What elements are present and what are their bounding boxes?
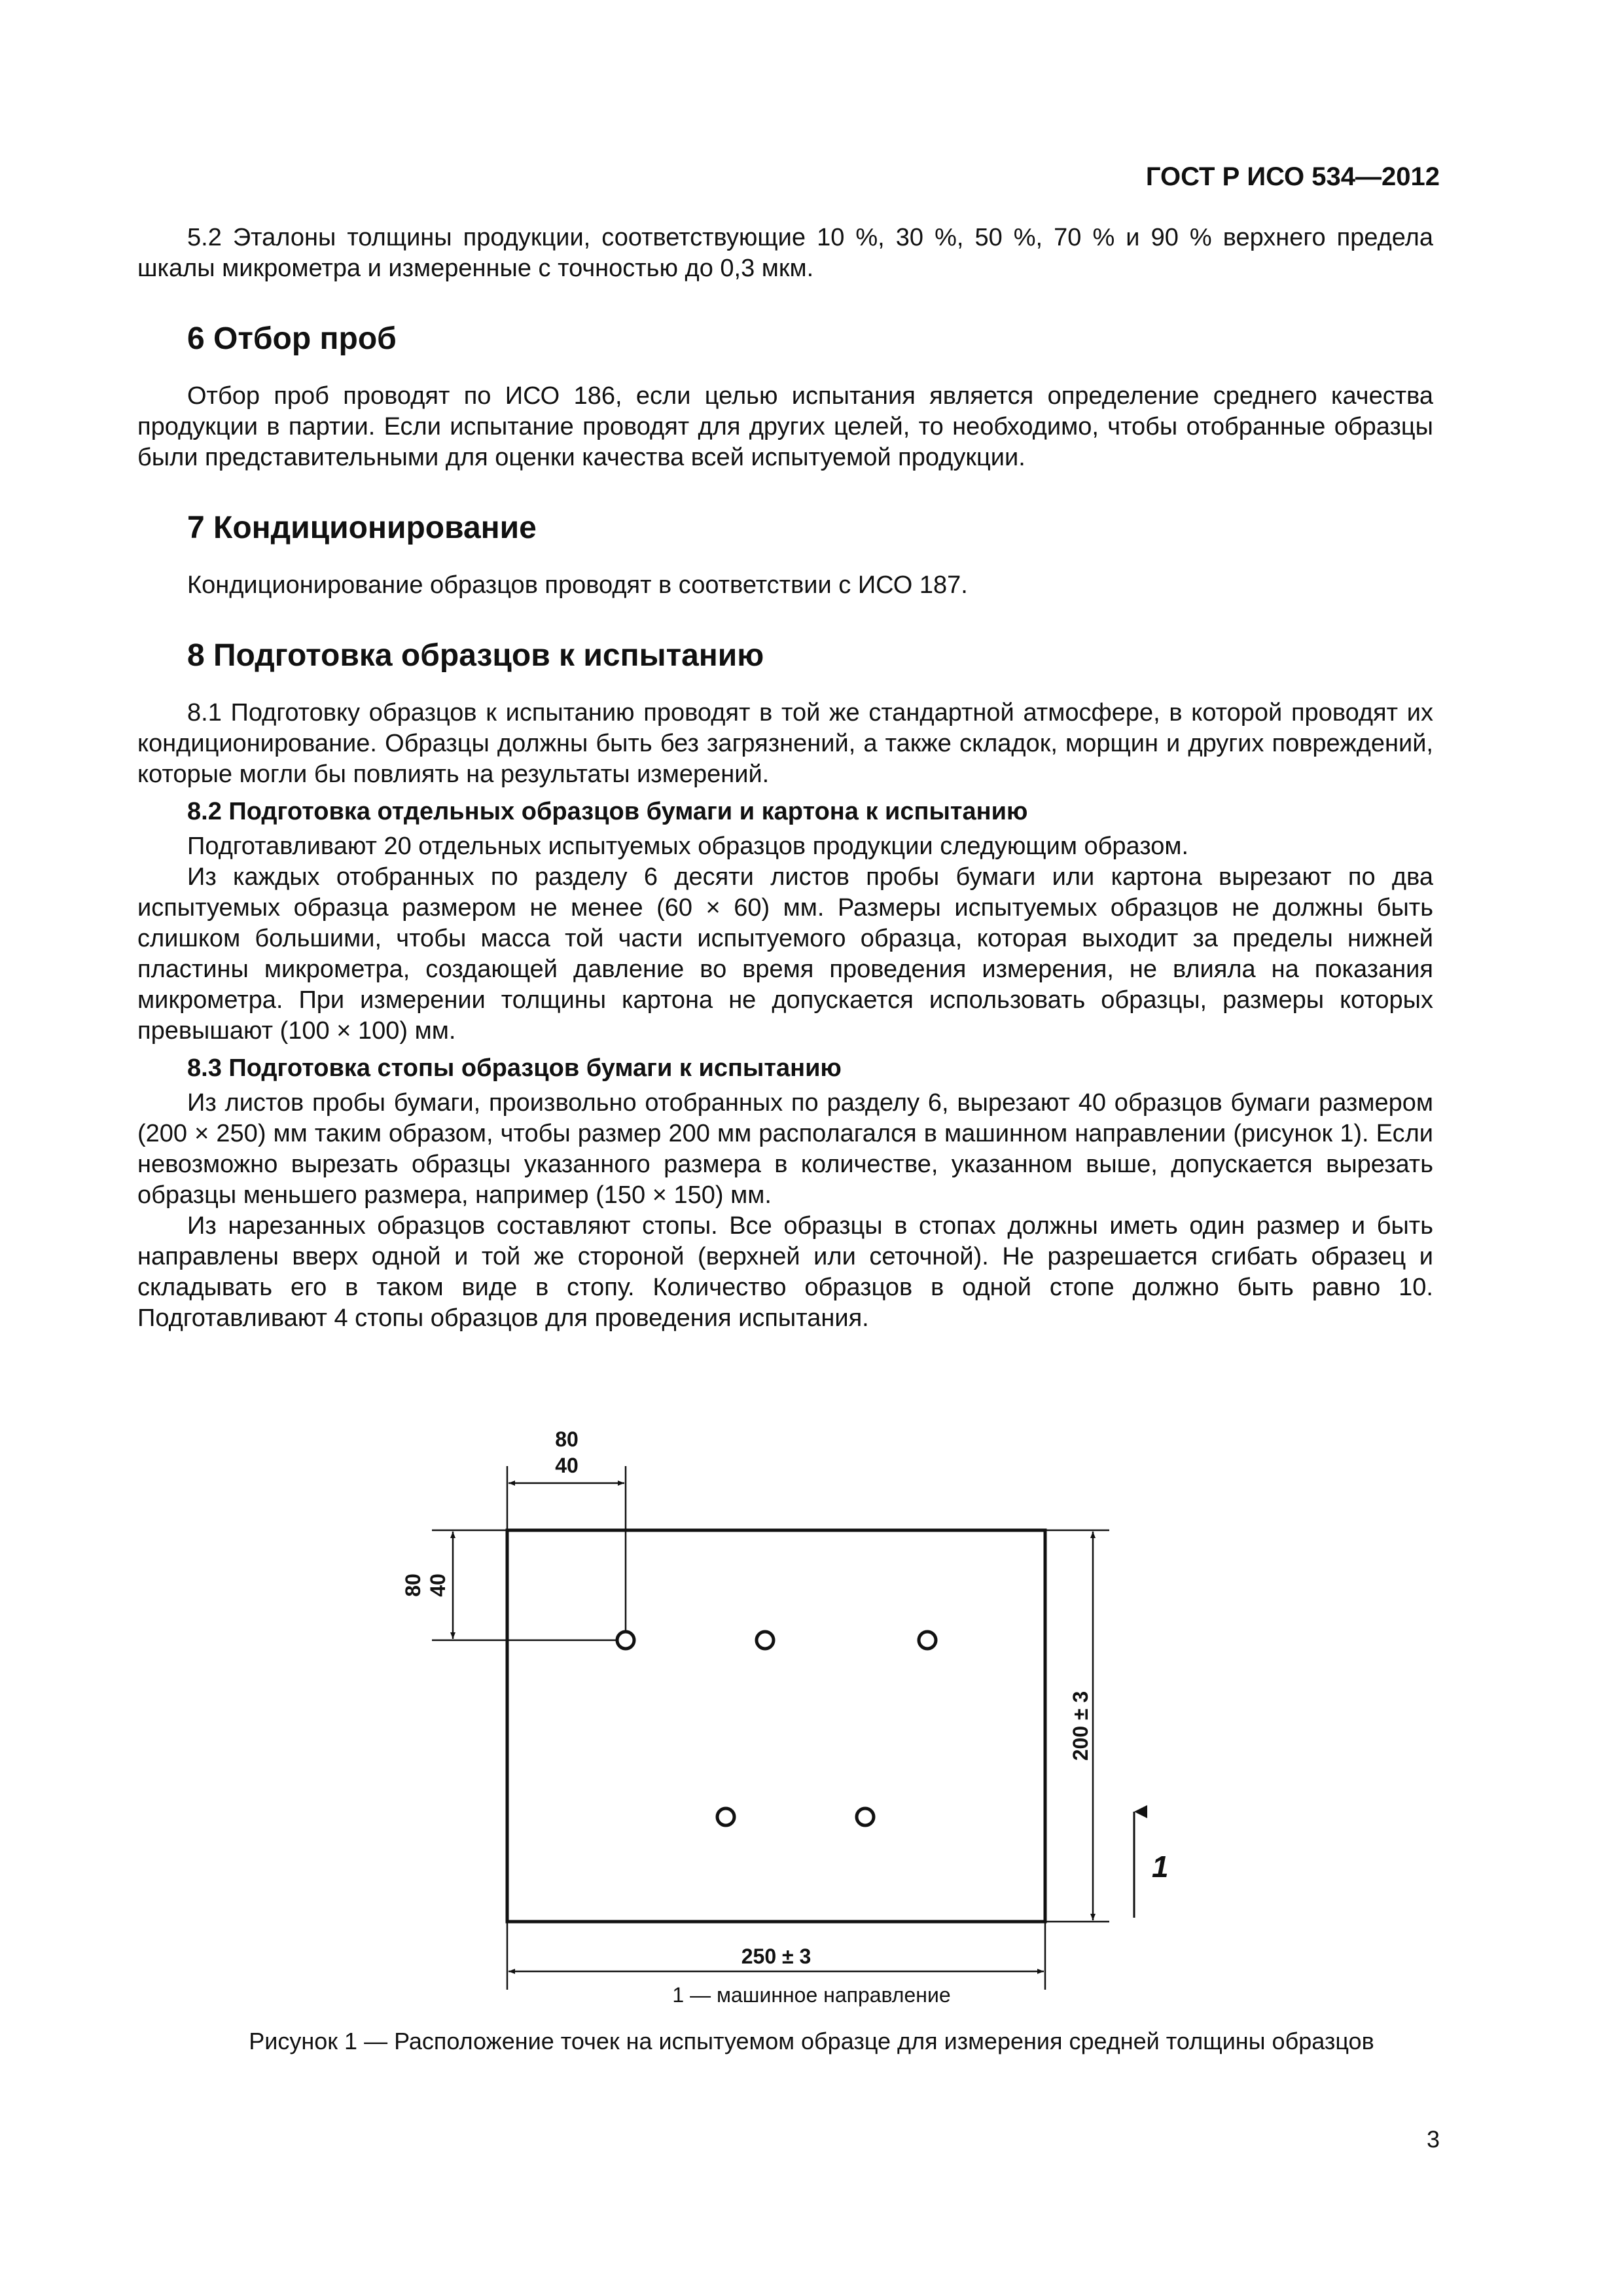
paragraph-8-2b: Из каждых отобранных по разделу 6 десяти листов пробы бумаги или картона вырезают по два испытуемых образца размером не менее (60 × 60) мм. Размеры испытуемых образцов не должны быть слишком большими, чтобы масса той части испытуемого образца, которая выходит за пределы нижней пластины микрометра, создающей давление во время проведения измерения, не влияла на показания микрометра. При измерении толщины картона не допускается использовать образцы, размеры которых превышают (100 × 100) мм. [137,863,1433,1045]
paragraph-7: Кондиционирование образцов проводят в соответствии с ИСО 187. [187,571,968,599]
paragraph-6: Отбор проб проводят по ИСО 186, если целью испытания является определение среднего качества продукции в партии. Если испытание проводят для других целей, то необходимо, чтобы отобранные образцы были представительными для оценки качества всей испытуемой продукции. [137,382,1433,471]
paragraph-8-3b: Из нарезанных образцов составляют стопы. Все образцы в стопах должны иметь один размер и быть направлены вверх одной и той же стороной (верхней или сеточной). Не разрешается сгибать образец и складывать его в таком виде в стопу. Количество образцов в одной стопе должно быть равно 10. Подготавливают 4 стопы образцов для проведения испытания. [137,1212,1433,1332]
page-number: 3 [1426,2126,1440,2153]
figure-caption: Рисунок 1 — Расположение точек на испытуемом образце для измерения средней толщины образцов [249,2028,1374,2054]
document-body [137,223,1433,1334]
machine-direction-label: 1 [1152,1850,1169,1884]
subsection-8-3-title: 8.3 Подготовка стопы образцов бумаги к испытанию [187,1054,842,1082]
dim-top-80: 80 [555,1427,579,1451]
measurement-point-2 [757,1632,774,1649]
measurement-point-5 [857,1808,874,1825]
dim-bottom-250: 250 ± 3 [741,1945,812,1968]
subsection-8-2-title: 8.2 Подготовка отдельных образцов бумаги и картона к испытанию [187,798,1028,825]
paragraph-8-1: 8.1 Подготовку образцов к испытанию проводят в той же стандартной атмосфере, в которой проводят их кондиционирование. Образцы должны быть без загрязнений, а также складок, морщин и других повреждений, которые могли бы повлиять на результаты измерений. [137,699,1433,788]
section-8-title: 8 Подготовка образцов к испытанию [187,638,764,673]
dim-top-40: 40 [555,1454,579,1477]
dim-right-200: 200 ± 3 [1069,1691,1092,1761]
paragraph-8-2a: Подготавливают 20 отдельных испытуемых образцов продукции следующим образом. [187,833,1189,860]
section-7-title: 7 Кондиционирование [187,511,537,545]
section-6-title: 6 Отбор проб [187,321,397,356]
figure-1 [0,1407,1623,2029]
sample-sheet-outline [507,1530,1045,1922]
measurement-point-3 [919,1632,936,1649]
measurement-point-4 [717,1808,734,1825]
standard-code: ГОСТ Р ИСО 534—2012 [1145,162,1440,191]
paragraph-8-3a: Из листов пробы бумаги, произвольно отобранных по разделу 6, вырезают 40 образцов бумаги размером (200 × 250) мм таким образом, чтобы размер 200 мм располагался в машинном направлении (рисунок 1). Если невозможно вырезать образцы указанного размера в количестве, указанном выше, допускается вырезать образцы меньшего размера, например (150 × 150) мм. [137,1089,1433,1209]
paragraph-5-2: 5.2 Эталоны толщины продукции, соответствующие 10 %, 30 %, 50 %, 70 % и 90 % верхнего предела шкалы микрометра и измеренные с точностью до 0,3 мкм. [137,224,1433,282]
dim-left-40: 40 [426,1573,450,1597]
figure-legend: 1 — машинное направление [672,1983,951,2007]
dim-left-80: 80 [401,1573,425,1597]
measurement-point-1 [617,1632,634,1649]
sample-diagram [0,1407,1623,1996]
